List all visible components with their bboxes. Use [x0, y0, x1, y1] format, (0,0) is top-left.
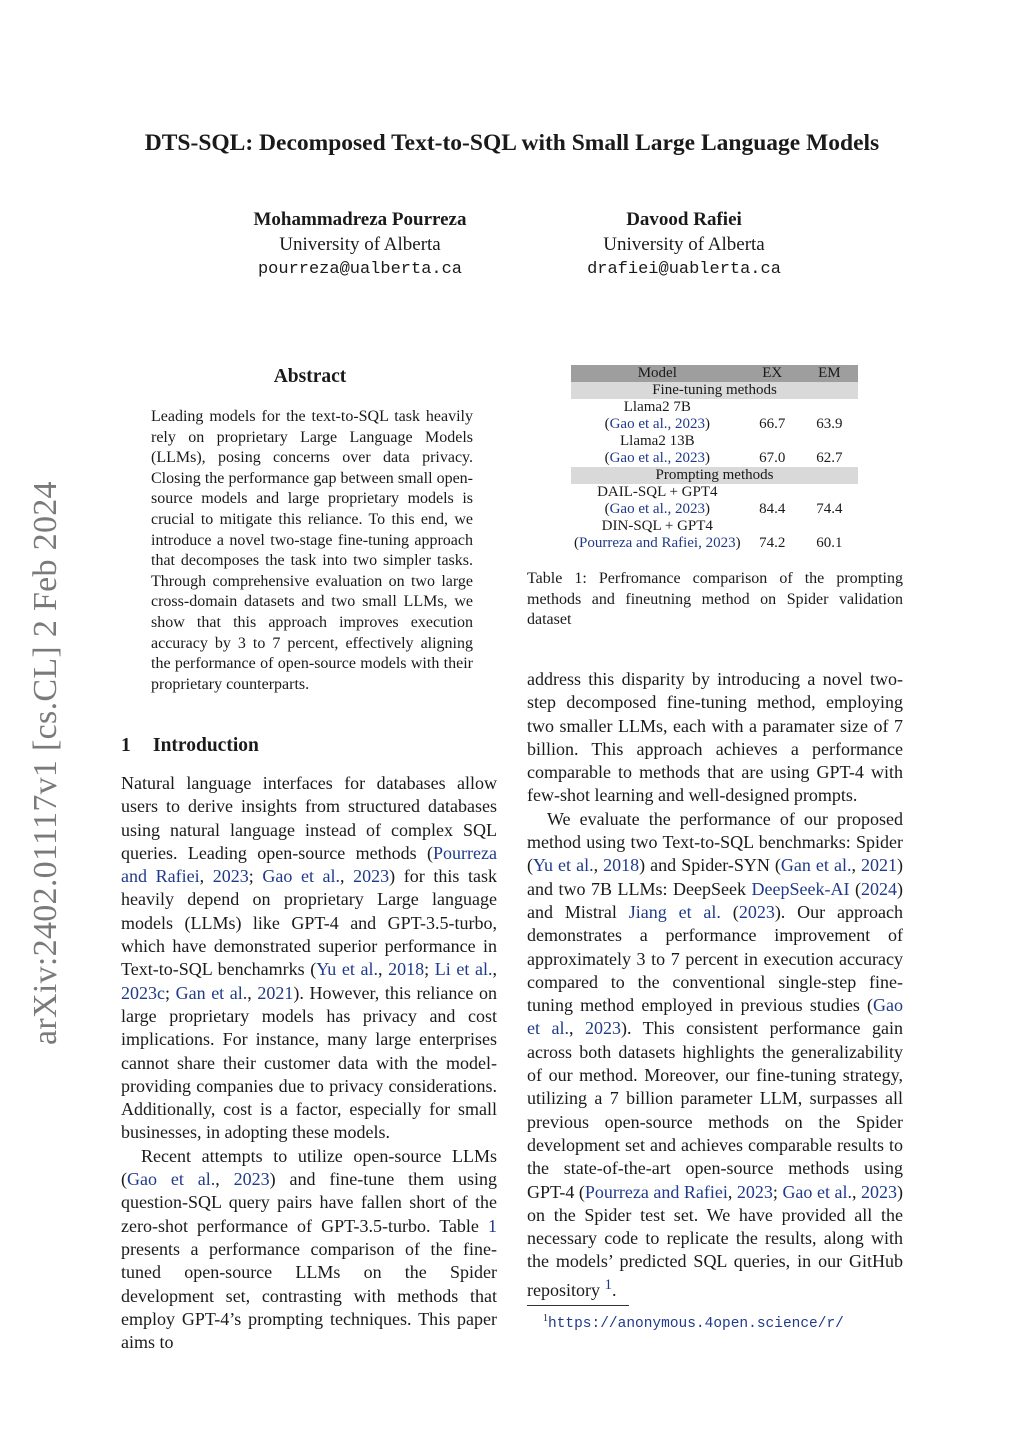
citation-link[interactable]: Gao et al., 2023	[609, 450, 705, 466]
table-cell-em: 60.1	[816, 535, 843, 551]
footnote-marker-link[interactable]: 1	[604, 1276, 612, 1293]
table-row	[571, 484, 858, 518]
author-block-1	[210, 207, 510, 282]
intro-paragraph-1: Natural language interfaces for databases allow users to derive insights from structured databases using natural language instead of complex SQL queries. Leading open-source methods (Pourreza and Rafiei, 2023; Gao et al., 2023) for this task heavily depend on proprietary Large language models (LLMs) like GPT-4 and GPT-3.5-turbo, which have demonstrated superior performance in Text-to-SQL benchamrks (Yu et al., 2018; Li et al., 2023c; Gan et al., 2021). However, this reliance on large proprietary models has privacy and cost implications. For instance, many large enterprises cannot share their customer data with the model-providing companies due to privacy considerations. Additionally, cost is a factor, especially for small businesses, in adopting these models.	[121, 773, 498, 1143]
author-affiliation: University of Alberta	[603, 234, 765, 255]
table-cell-ex: 74.2	[759, 535, 786, 551]
citation-link[interactable]: Gao et al.	[782, 1181, 852, 1202]
citation-link[interactable]: Gao et al.	[262, 866, 341, 887]
table-header-row	[571, 365, 858, 382]
citation-link[interactable]: 2023c	[121, 982, 165, 1003]
left-column-body	[121, 772, 497, 1354]
table-cell-ex: 66.7	[759, 416, 786, 432]
citation-link[interactable]: Pourreza and Rafiei	[121, 842, 497, 887]
author-affiliation: University of Alberta	[279, 234, 441, 255]
citation-link[interactable]: Li et al.	[434, 959, 493, 980]
citation-link[interactable]: 2023	[861, 1181, 897, 1202]
citation-link[interactable]: 2024	[861, 878, 897, 899]
table-cell-model: Llama2 13B (Gao et al., 2023)	[604, 433, 710, 466]
intro-paragraph-2: Recent attempts to utilize open-source LLMs (Gao et al., 2023) and fine-tune them using question-SQL query pairs have fallen short of the zero-shot performance of GPT-3.5-turbo. Table 1 presents a performance comparison of the fine-tuned open-source LLMs on the Spider development set, contrasting with methods that employ GPT-4’s prompting techniques. This paper aims to	[121, 1145, 498, 1353]
citation-link[interactable]: Yu et al.	[316, 959, 378, 980]
author-email[interactable]: pourreza@ualberta.ca	[257, 260, 463, 279]
table-row	[571, 399, 858, 433]
table-cell-em: 63.9	[816, 416, 843, 432]
footnote-url-link[interactable]: https://anonymous.4open.science/r/	[548, 1315, 844, 1332]
table-cell-model: DIN-SQL + GPT4 (Pourreza and Rafiei, 2023)	[573, 518, 741, 551]
right-column-body	[527, 668, 903, 1302]
citation-link[interactable]: Pourreza and Rafiei	[584, 1181, 728, 1202]
table-cell-ex: 67.0	[759, 450, 786, 466]
citation-link[interactable]: 2018	[603, 855, 640, 876]
citation-link[interactable]: Gao et al.	[127, 1169, 216, 1190]
author-block-2	[534, 207, 834, 282]
table-cell-em: 74.4	[816, 501, 843, 517]
arxiv-sidebar-stamp: arXiv:2402.01117v1 [cs.CL] 2 Feb 2024	[27, 481, 64, 1045]
citation-link[interactable]: Gao et al.	[527, 995, 903, 1039]
table-cell-em: 62.7	[816, 450, 843, 466]
table-cell-model: DAIL-SQL + GPT4 (Gao et al., 2023)	[597, 484, 718, 517]
table-group-row: Fine-tuning methods	[571, 382, 858, 399]
citation-link[interactable]: Jiang et al.	[628, 901, 721, 922]
table-row	[571, 518, 858, 552]
table-header-cell: Model	[571, 365, 744, 382]
author-email[interactable]: drafiei@uablerta.ca	[587, 260, 781, 279]
citation-link[interactable]: 2021	[257, 982, 294, 1003]
citation-link[interactable]: Yu et al.	[533, 855, 594, 876]
citation-link[interactable]: Gan et al.	[175, 982, 248, 1003]
section-title: Introduction	[153, 735, 259, 756]
intro-paragraph-4: We evaluate the performance of our proposed method using two Text-to-SQL benchmarks: Spider (Yu et al., 2018) and Spider-SYN (Gan et al., 2021) and two 7B LLMs: DeepSeek DeepSeek-AI (2024) and Mistral Jiang et al. (2023). Our approach demonstrates a performance improvement of approximately 3 to 7 percent in execution accuracy compared to the conventional single-step fine-tuning method employed in previous studies (Gao et al., 2023). This consistent performance gain across both datasets highlights the generalizability of our method. Moreover, our fine-tuning strategy, utilizing a 7 billion parameter LLM, surpasses all previous open-source methods on the Spider development set and achieves comparable results to the state-of-the-art open-source methods using GPT-4 (Pourreza and Rafiei, 2023; Gao et al., 2023) on the Spider test set. We have provided all the necessary code to replicate the results, along with the models’ predicted SQL queries, in our GitHub repository $^1$.	[527, 808, 904, 1300]
citation-link[interactable]: Gan et al.	[780, 855, 852, 876]
table-reference-link[interactable]: 1	[488, 1215, 497, 1236]
citation-link[interactable]: 2023	[212, 866, 249, 887]
citation-link[interactable]: Gao et al., 2023	[609, 501, 705, 517]
paper-title: DTS-SQL: Decomposed Text-to-SQL with Small Large Language Models	[144, 130, 880, 156]
citation-link[interactable]: 2023	[584, 1018, 621, 1039]
abstract-text: Leading models for the text-to-SQL task heavily rely on proprietary Large Language Models (LLMs), posing concerns over data privacy. Closing the performance gap between small open-source models and large proprietary models is crucial to mitigate this reliance. To this end, we introduce a novel two-stage fine-tuning approach that decomposes the task into two simpler tasks. Through comprehensive evaluation on two large cross-domain datasets and two small LLMs, we show that this approach improves execution accuracy by 3 to 7 percent, effectively aligning the performance of open-source models with their proprietary counterparts.	[151, 408, 473, 693]
table-cell-model: Llama2 7B (Gao et al., 2023)	[604, 399, 710, 432]
author-name: Mohammadreza Pourreza	[253, 209, 467, 230]
citation-link[interactable]: Gao et al., 2023	[609, 416, 705, 432]
citation-link[interactable]: 2023	[353, 866, 390, 887]
table-header-cell: EX	[744, 365, 801, 382]
table-header-cell: EM	[801, 365, 858, 382]
abstract-heading: Abstract	[273, 366, 347, 387]
section-number: 1	[121, 735, 131, 756]
citation-link[interactable]: 2023	[738, 901, 775, 922]
citation-link[interactable]: 2023	[233, 1169, 270, 1190]
footnote-divider	[527, 1305, 629, 1306]
citation-link[interactable]: DeepSeek-AI	[751, 878, 850, 899]
author-name: Davood Rafiei	[626, 209, 742, 230]
table-row	[571, 433, 858, 467]
intro-paragraph-3: address this disparity by introducing a novel two-step decomposed fine-tuning method, employing two smaller LLMs, each with a paramater size of 7 billion. This approach achieves a performance comparable to methods that are using GPT-4 with few-shot learning and well-designed prompts.	[527, 669, 903, 806]
results-table	[571, 365, 858, 552]
table-caption: Table 1: Perfromance comparison of the prompting methods and fineutning method on Spider validation dataset	[527, 570, 903, 629]
citation-link[interactable]: 2018	[388, 959, 425, 980]
citation-link[interactable]: 2023	[736, 1181, 773, 1202]
footnote-mark: 1	[543, 1313, 548, 1324]
citation-link[interactable]: 2021	[861, 855, 897, 876]
citation-link[interactable]: Pourreza and Rafiei, 2023	[578, 535, 736, 551]
section-heading	[121, 735, 259, 757]
footnote	[543, 1313, 844, 1332]
table-cell-ex: 84.4	[759, 501, 786, 517]
table-group-row: Prompting methods	[571, 467, 858, 484]
